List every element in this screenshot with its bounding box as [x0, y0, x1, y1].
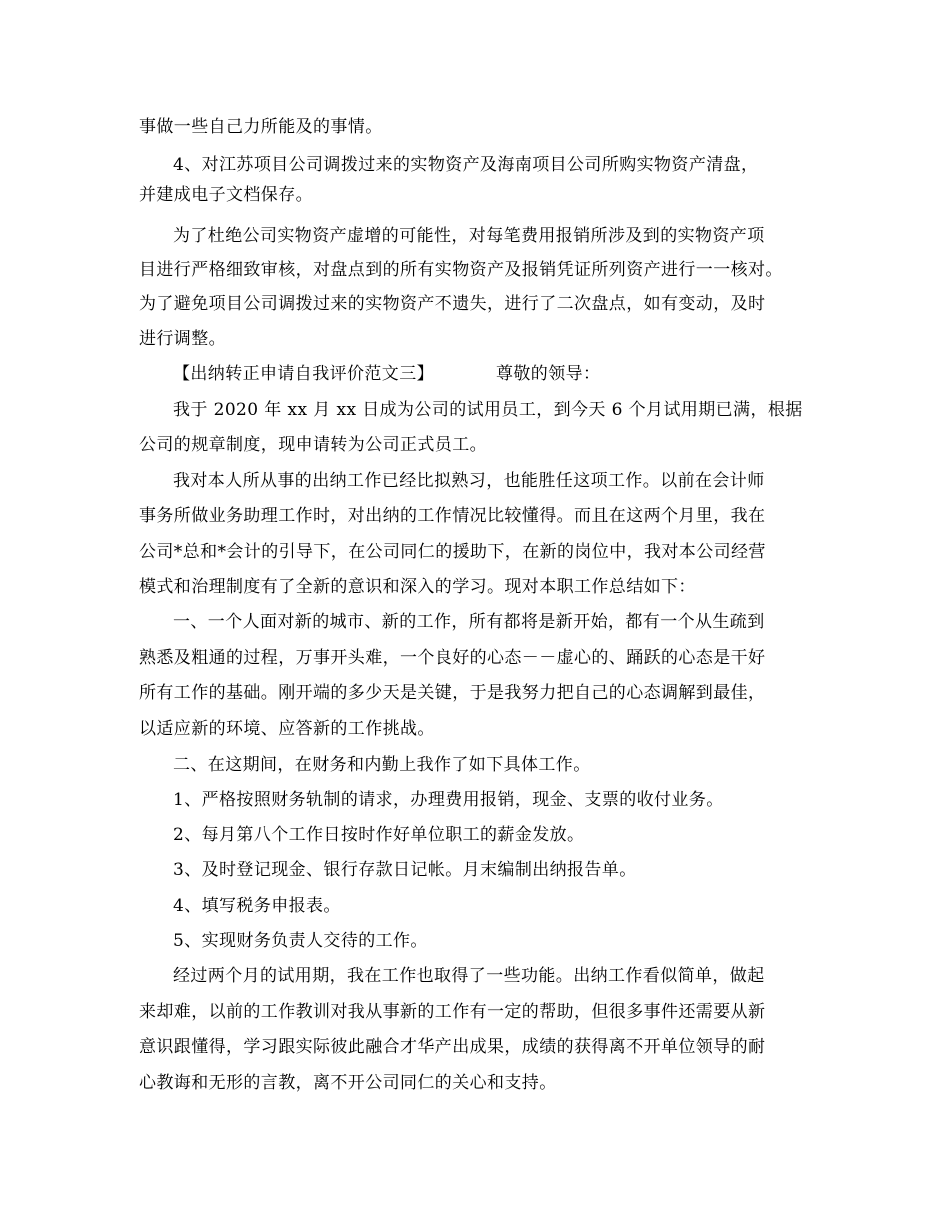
salutation: 尊敬的领导： — [496, 364, 601, 384]
list-item: 5、实现财务负责人交待的工作。 — [173, 931, 428, 951]
text-line: 目进行严格细致审核，对盘点到的所有实物资产及报销凭证所列资产进行一一核对。 — [139, 260, 783, 280]
text-line: 为了避免项目公司调拨过来的实物资产不遗失，进行了二次盘点，如有变动，及时 — [139, 294, 766, 314]
list-item: 4、填写税务申报表。 — [173, 896, 341, 916]
text-line: 我对本人所从事的出纳工作已经比拟熟习，也能胜任这项工作。以前在会计师 — [173, 471, 765, 491]
text-line: 公司的规章制度，现申请转为公司正式员工。 — [139, 435, 487, 455]
section-title: 【出纳转正申请自我评价范文三】 — [173, 364, 434, 384]
text-line: 经过两个月的试用期，我在工作也取得了一些功能。出纳工作看似简单，做起 — [173, 966, 765, 986]
text-line: 公司*总和*会计的引导下，在公司同仁的援助下，在新的岗位中，我对本公司经营 — [139, 542, 766, 562]
text-line: 并建成电子文档保存。 — [139, 185, 313, 205]
text-line: 事务所做业务助理工作时，对出纳的工作情况比较懂得。而且在这两个月里，我在 — [139, 506, 766, 526]
section-heading — [173, 366, 600, 383]
list-item: 3、及时登记现金、银行存款日记帐。月末编制出纳报告单。 — [173, 860, 637, 880]
text-line: 以适应新的环境、应答新的工作挑战。 — [139, 719, 435, 739]
text-line: 心教诲和无形的言教，离不开公司同仁的关心和支持。 — [139, 1073, 557, 1093]
text-line: 意识跟懂得，学习跟实际彼此融合才华产出成果，成绩的获得离不开单位领导的耐 — [139, 1037, 766, 1057]
text-line: 我于 2020 年 xx 月 xx 日成为公司的试用员工，到今天 6 个月试用期已满，根据 — [173, 400, 803, 420]
text-line: 为了杜绝公司实物资产虚增的可能性，对每笔费用报销所涉及到的实物资产项 — [173, 226, 765, 246]
text-line: 模式和治理制度有了全新的意识和深入的学习。现对本职工作总结如下： — [139, 577, 696, 597]
text-line: 一、一个人面对新的城市、新的工作，所有都将是新开始，都有一个从生疏到 — [173, 612, 765, 632]
text-line: 熟悉及粗通的过程，万事开头难，一个良好的心态－－虚心的、踊跃的心态是干好 — [139, 648, 766, 668]
text-line: 进行调整。 — [139, 329, 226, 349]
text-line: 所有工作的基础。刚开端的多少天是关键，于是我努力把自己的心态调解到最佳， — [139, 683, 766, 703]
text-line: 来却难，以前的工作教训对我从事新的工作有一定的帮助，但很多事件还需要从新 — [139, 1002, 766, 1022]
list-item: 2、每月第八个工作日按时作好单位职工的薪金发放。 — [173, 825, 585, 845]
list-item: 1、严格按照财务轨制的请求，办理费用报销，现金、支票的收付业务。 — [173, 790, 724, 810]
text-line: 事做一些自己力所能及的事情。 — [139, 117, 383, 137]
text-line: 二、在这期间，在财务和内勤上我作了如下具体工作。 — [173, 755, 591, 775]
text-line: 4、对江苏项目公司调拨过来的实物资产及海南项目公司所购实物资产清盘， — [173, 155, 759, 175]
